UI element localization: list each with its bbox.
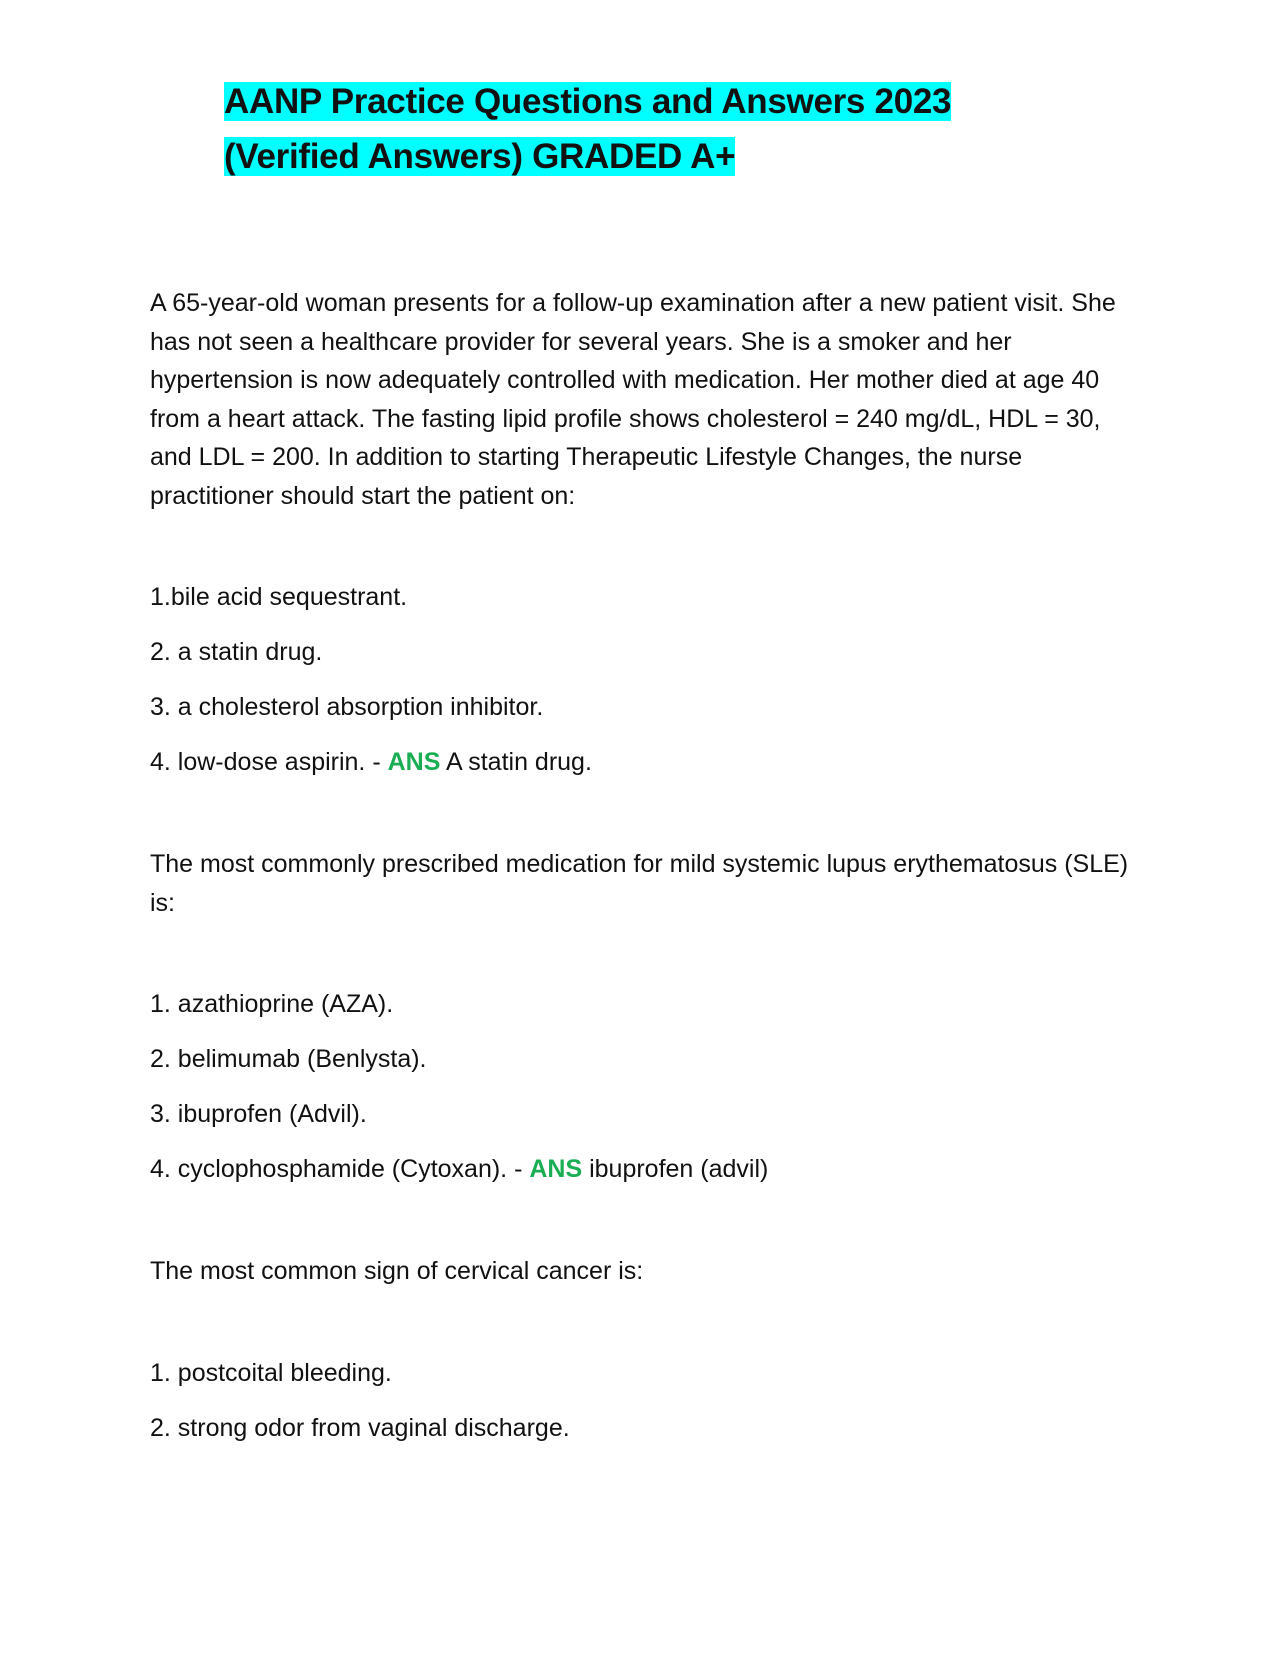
question-1-option-4-with-answer	[150, 735, 1130, 790]
question-2-option-3: 3. ibuprofen (Advil).	[150, 1100, 367, 1128]
question-1-answer: A statin drug.	[440, 748, 592, 776]
question-2-option-4: 4. cyclophosphamide (Cytoxan). -	[150, 1155, 530, 1183]
document-title	[224, 74, 1044, 184]
question-1-text: A 65-year-old woman presents for a follow-up examination after a new patient visit. She has not seen a healthcare provider for several years. She is a smoker and her hypertension is now adequately controlled with medication. Her mother died at age 40 from a heart attack. The fasting lipid profile shows cholesterol = 240 mg/dL, HDL = 30, and LDL = 200. In addition to starting Therapeutic Lifestyle Changes, the nurse practitioner should start the patient on:	[150, 289, 1116, 510]
question-2-option-1: 1. azathioprine (AZA).	[150, 990, 394, 1018]
question-1-options	[150, 570, 1130, 790]
question-3-options	[150, 1346, 1130, 1456]
question-2-option-2: 2. belimumab (Benlysta).	[150, 1045, 427, 1073]
question-2-options	[150, 977, 1130, 1197]
question-1-option-2: 2. a statin drug.	[150, 638, 323, 666]
answer-label: ANS	[387, 748, 441, 776]
document-body	[150, 284, 1130, 1456]
question-2-option-4-with-answer	[150, 1142, 1130, 1197]
question-3-option-2: 2. strong odor from vaginal discharge.	[150, 1413, 570, 1442]
question-1-option-3: 3. a cholesterol absorption inhibitor.	[150, 693, 544, 721]
question-3-text: The most common sign of cervical cancer is:	[150, 1257, 644, 1285]
question-2-answer: ibuprofen (advil)	[582, 1155, 769, 1183]
question-2-text: The most commonly prescribed medication for mild systemic lupus erythematosus (SLE) is:	[150, 850, 1129, 917]
question-1-option-1: 1.bile acid sequestrant.	[150, 583, 408, 611]
question-3-option-1: 1. postcoital bleeding.	[150, 1358, 392, 1387]
title-highlight: AANP Practice Questions and Answers 2023 (Verified Answers) GRADED A+	[224, 82, 952, 176]
question-1-option-4: 4. low-dose aspirin. -	[150, 748, 388, 776]
answer-label: ANS	[529, 1155, 583, 1183]
